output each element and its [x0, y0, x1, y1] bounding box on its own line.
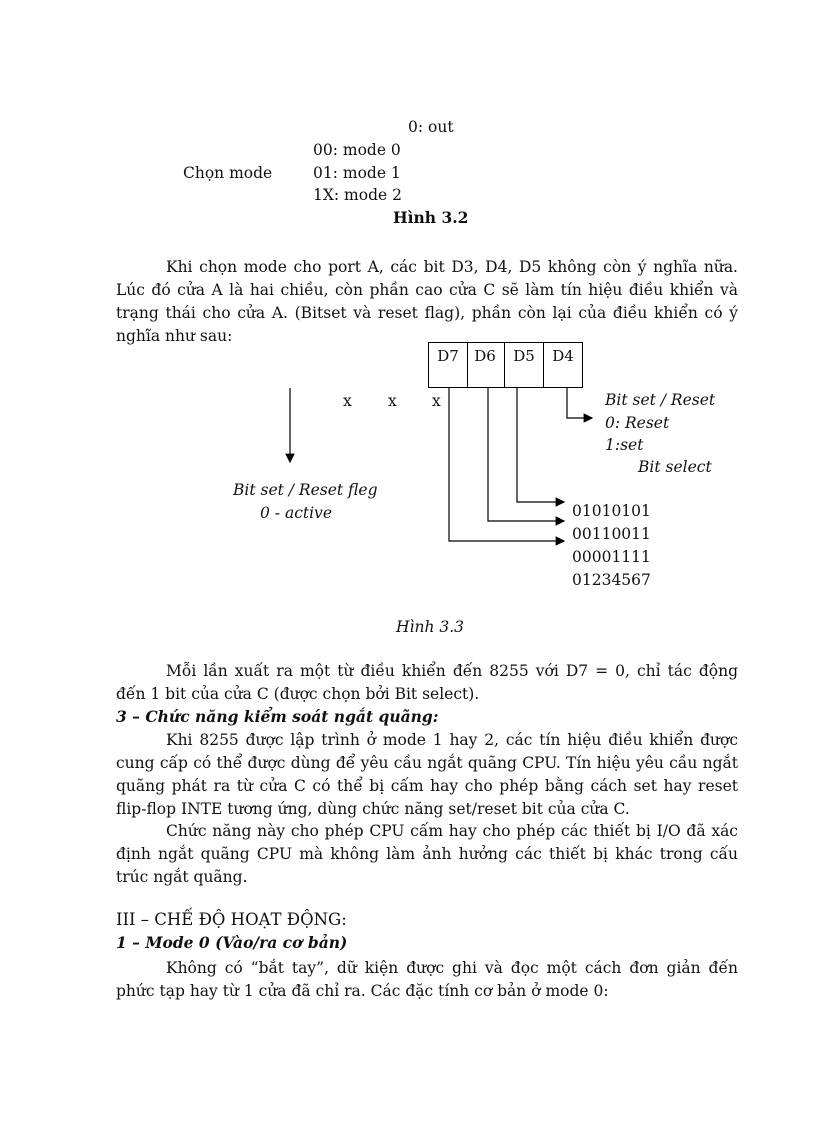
figure-3-2-caption: Hình 3.2 — [393, 208, 469, 227]
heading-interrupt-control: 3 – Chức năng kiểm soát ngắt quãng: — [116, 707, 439, 726]
code-line: 00110011 — [572, 525, 651, 543]
bit-cell-d6: D6 — [466, 342, 505, 388]
mode0-line: 00: mode 0 — [313, 141, 401, 159]
code-line: 01234567 — [572, 571, 651, 589]
code-line: 01010101 — [572, 502, 651, 520]
out-line: 0: out — [408, 118, 454, 136]
reset-0-label: 0: Reset — [605, 414, 670, 432]
figure-3-3-caption: Hình 3.3 — [396, 618, 465, 636]
subheading-mode-0: 1 – Mode 0 (Vào/ra cơ bản) — [116, 933, 348, 952]
d4-connector — [567, 388, 592, 418]
paragraph-5 — [116, 957, 738, 1003]
bit-cell-d7: D7 — [428, 342, 468, 388]
paragraph-3-text: Khi 8255 được lập trình ở mode 1 hay 2, các tín hiệu điều khiển được cung cấp có thể được dùng để yêu cầu ngắt quãng CPU. Tín hiệu yêu cầu ngắt quãng phát ra từ cửa C có thể bị cấm hay cho phép bằng cách set hay reset flip-flop INTE tương ứng, dùng chức năng set/reset bit của cửa C. — [116, 731, 738, 818]
bit-cell-d4: D4 — [544, 342, 583, 388]
set-1-label: 1:set — [605, 436, 644, 454]
paragraph-1-text: Khi chọn mode cho port A, các bit D3, D4, D5 không còn ý nghĩa nữa. Lúc đó cửa A là hai chiều, còn phần cao cửa C sẽ làm tín hiệu điều khiển và trạng thái cho cửa A. (Bitset và reset flag), phần còn lại của điều khiển có ý nghĩa như sau: — [116, 258, 738, 345]
d7-connector — [449, 388, 564, 541]
paragraph-4-text: Chức năng này cho phép CPU cấm hay cho phép các thiết bị I/O đã xác định ngắt quãng CPU mà không làm ảnh hưởng các thiết bị khác trong cấu trúc ngắt quãng. — [116, 822, 738, 886]
paragraph-2-text: Mỗi lần xuất ra một từ điều khiển đến 8255 với D7 = 0, chỉ tác động đến 1 bit của cửa C (được chọn bởi Bit select). — [116, 662, 738, 703]
x-mark: x — [388, 392, 397, 410]
bit-set-reset-flag-label: Bit set / Reset fleg — [233, 481, 378, 499]
active-label: 0 - active — [260, 504, 332, 522]
mode1-line: 01: mode 1 — [313, 164, 401, 182]
bit-select-label: Bit select — [638, 458, 712, 476]
d6-connector — [488, 388, 564, 521]
x-mark: x — [432, 392, 441, 410]
paragraph-3 — [116, 729, 738, 821]
mode2-line: 1X: mode 2 — [313, 186, 402, 204]
code-line: 00001111 — [572, 548, 651, 566]
d5-connector — [517, 388, 564, 502]
bit-cell-d5: D5 — [505, 342, 544, 388]
choose-mode-label: Chọn mode — [183, 164, 273, 182]
section-heading-operating-modes: III – CHẾ ĐỘ HOẠT ĐỘNG: — [116, 910, 347, 929]
paragraph-2 — [116, 660, 738, 706]
paragraph-5-text: Không có “bắt tay”, dữ kiện được ghi và đọc một cách đơn giản đến phức tạp hay từ 1 cửa đã chỉ ra. Các đặc tính cơ bản ở mode 0: — [116, 959, 738, 1000]
paragraph-4 — [116, 820, 738, 889]
bit-set-reset-label: Bit set / Reset — [605, 391, 716, 409]
x-mark: x — [343, 392, 352, 410]
